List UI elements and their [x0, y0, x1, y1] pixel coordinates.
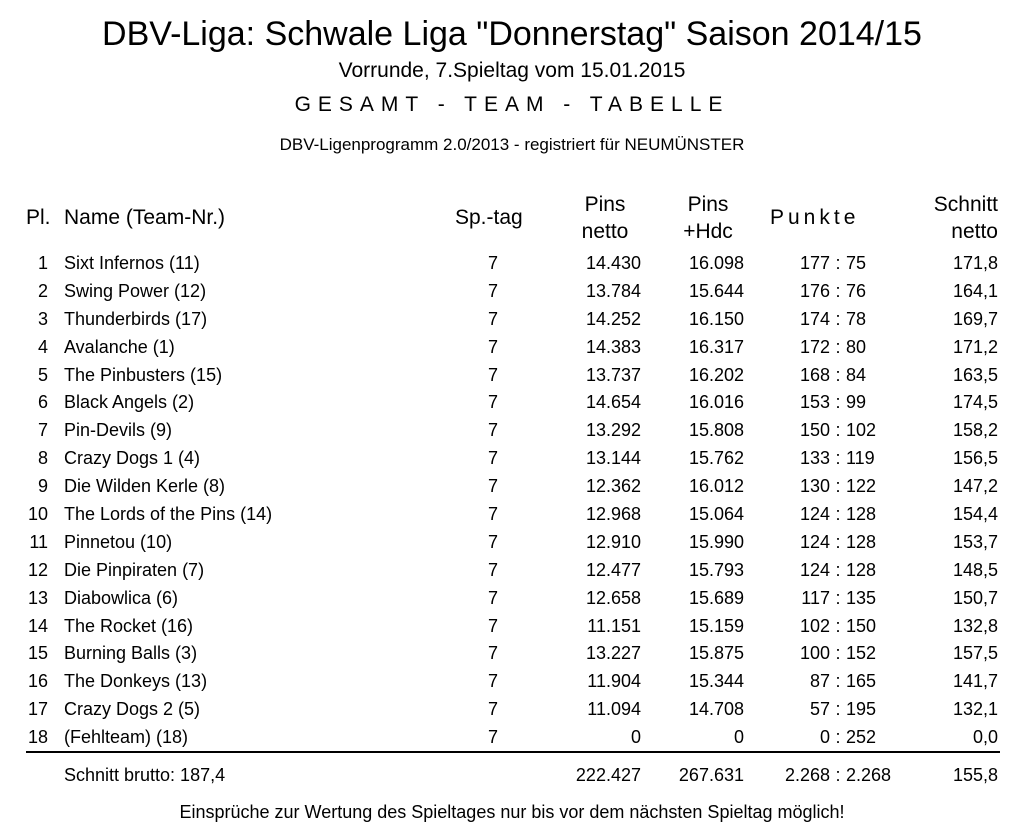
table-row: [0, 613, 1024, 641]
table-row: [0, 585, 1024, 613]
table-row: [0, 557, 1024, 585]
column-header-pins-netto-line2: netto: [581, 220, 629, 243]
row-pins-netto: 14.654: [585, 392, 641, 413]
page-subtitle: Vorrunde, 7.Spieltag vom 15.01.2015: [338, 59, 686, 82]
row-pins-hdc: 15.990: [688, 531, 744, 552]
row-team-name: Diabowlica (6): [64, 587, 179, 608]
row-pins-hdc: 15.689: [688, 587, 744, 608]
column-header-schnitt-line2: netto: [951, 220, 998, 243]
footer-punkte-minus: 2.268: [846, 765, 892, 785]
footer-pins-netto: 222.427: [575, 765, 641, 785]
footer-note: Einsprüche zur Wertung des Spieltages nur bis vor dem nächsten Spieltag möglich!: [179, 802, 845, 822]
row-punkte-minus: 135: [846, 587, 877, 608]
row-schnitt-netto: 169,7: [952, 308, 998, 329]
row-punkte-minus: 128: [846, 559, 877, 580]
row-punkte-separator: :: [835, 559, 841, 580]
row-schnitt-netto: 0,0: [972, 727, 998, 748]
table-row: [0, 250, 1024, 278]
row-schnitt-netto: 154,4: [952, 504, 998, 525]
row-punkte-plus: 174: [799, 308, 830, 329]
table-row: [0, 640, 1024, 668]
row-schnitt-netto: 171,2: [952, 336, 998, 357]
row-punkte-plus: 100: [799, 643, 830, 664]
table-row: [0, 278, 1024, 306]
row-schnitt-netto: 141,7: [952, 671, 998, 692]
row-pins-netto: 14.383: [585, 336, 641, 357]
row-place: 15: [27, 643, 48, 664]
row-punkte-plus: 57: [809, 699, 830, 720]
row-place: 10: [27, 504, 48, 525]
row-punkte-separator: :: [835, 587, 841, 608]
row-schnitt-netto: 132,1: [952, 699, 998, 720]
row-punkte-separator: :: [835, 364, 841, 385]
row-place: 4: [37, 336, 48, 357]
row-place: 16: [27, 671, 48, 692]
row-punkte-minus: 75: [846, 253, 867, 273]
row-punkte-minus: 102: [846, 420, 877, 441]
row-punkte-plus: 117: [801, 587, 830, 608]
row-schnitt-netto: 171,8: [952, 253, 998, 273]
footer-schnitt-netto: 155,8: [952, 765, 998, 785]
row-pins-netto: 12.968: [585, 504, 641, 525]
row-team-name: Pin-Devils (9): [64, 420, 173, 441]
row-pins-netto: 13.737: [585, 364, 641, 385]
row-punkte-separator: :: [835, 671, 841, 692]
row-spieltage: 7: [487, 615, 498, 636]
row-punkte-separator: :: [835, 531, 841, 552]
standings-table: [0, 250, 1024, 752]
row-punkte-minus: 80: [846, 336, 867, 357]
page-title: DBV-Liga: Schwale Liga "Donnerstag" Saison 2014/15: [102, 15, 922, 53]
row-pins-netto: 14.430: [585, 253, 641, 273]
column-header-name: Name (Team-Nr.): [64, 206, 226, 229]
row-punkte-separator: :: [835, 727, 841, 748]
row-schnitt-netto: 164,1: [952, 280, 998, 301]
row-place: 5: [37, 364, 48, 385]
row-punkte-plus: 177: [799, 253, 830, 273]
row-pins-netto: 12.477: [585, 559, 641, 580]
row-schnitt-netto: 156,5: [952, 448, 998, 469]
row-place: 14: [27, 615, 48, 636]
row-place: 12: [27, 559, 48, 580]
row-punkte-plus: 153: [799, 392, 830, 413]
row-schnitt-netto: 147,2: [952, 476, 998, 497]
row-pins-hdc: 0: [733, 727, 744, 748]
row-spieltage: 7: [487, 280, 498, 301]
column-header-pl: Pl.: [26, 206, 51, 229]
row-pins-netto: 12.910: [585, 531, 641, 552]
row-pins-hdc: 16.016: [688, 392, 744, 413]
column-header-pins-hdc: [668, 191, 748, 245]
footer-punkte-plus: 2.268: [784, 765, 830, 785]
row-punkte-minus: 252: [846, 727, 877, 748]
table-heading: GESAMT - TEAM - TABELLE: [294, 93, 730, 116]
row-spieltage: 7: [487, 476, 498, 497]
row-spieltage: 7: [487, 336, 498, 357]
row-pins-hdc: 14.708: [688, 699, 744, 720]
table-row: [0, 529, 1024, 557]
row-pins-hdc: 15.644: [688, 280, 744, 301]
table-row: [0, 473, 1024, 501]
row-pins-hdc: 16.150: [688, 308, 744, 329]
footer-schnitt-brutto: Schnitt brutto: 187,4: [64, 765, 226, 785]
row-spieltage: 7: [487, 364, 498, 385]
row-pins-netto: 11.904: [587, 671, 641, 692]
row-punkte-separator: :: [835, 615, 841, 636]
row-team-name: Swing Power (12): [64, 280, 207, 301]
row-spieltage: 7: [487, 392, 498, 413]
row-pins-netto: 12.658: [585, 587, 641, 608]
row-schnitt-netto: 148,5: [952, 559, 998, 580]
row-punkte-plus: 130: [799, 476, 830, 497]
row-pins-hdc: 15.344: [688, 671, 744, 692]
row-pins-netto: 14.252: [585, 308, 641, 329]
row-spieltage: 7: [487, 531, 498, 552]
row-place: 8: [37, 448, 48, 469]
row-place: 9: [37, 476, 48, 497]
row-team-name: The Lords of the Pins (14): [64, 504, 273, 525]
row-schnitt-netto: 157,5: [952, 643, 998, 664]
table-row: [0, 668, 1024, 696]
row-punkte-minus: 119: [846, 448, 875, 469]
column-header-pins-hdc-line1: Pins: [687, 193, 729, 216]
row-team-name: The Pinbusters (15): [64, 364, 223, 385]
row-punkte-plus: 172: [799, 336, 830, 357]
row-pins-hdc: 15.808: [688, 420, 744, 441]
row-punkte-plus: 168: [799, 364, 830, 385]
row-punkte-minus: 195: [846, 699, 877, 720]
row-pins-hdc: 15.875: [688, 643, 744, 664]
row-schnitt-netto: 153,7: [952, 531, 998, 552]
row-place: 13: [27, 587, 48, 608]
row-spieltage: 7: [487, 671, 498, 692]
row-place: 18: [27, 727, 48, 748]
row-place: 11: [29, 531, 48, 552]
row-pins-netto: 11.151: [587, 615, 641, 636]
row-punkte-minus: 152: [846, 643, 877, 664]
row-schnitt-netto: 163,5: [952, 364, 998, 385]
column-header-pins-netto: [565, 191, 645, 245]
row-pins-hdc: 16.202: [688, 364, 744, 385]
row-pins-hdc: 15.793: [688, 559, 744, 580]
row-place: 7: [37, 420, 48, 441]
row-punkte-separator: :: [835, 699, 841, 720]
row-pins-hdc: 16.012: [688, 476, 744, 497]
row-schnitt-netto: 174,5: [952, 392, 998, 413]
column-header-sptag: Sp.-tag: [455, 206, 523, 229]
row-place: 1: [37, 253, 48, 273]
row-spieltage: 7: [487, 559, 498, 580]
row-pins-netto: 13.784: [585, 280, 641, 301]
row-punkte-separator: :: [835, 504, 841, 525]
row-punkte-separator: :: [835, 253, 841, 273]
row-pins-hdc: 15.762: [688, 448, 744, 469]
row-punkte-separator: :: [835, 643, 841, 664]
row-punkte-minus: 128: [846, 504, 877, 525]
row-punkte-plus: 102: [799, 615, 830, 636]
row-team-name: (Fehlteam) (18): [64, 727, 189, 748]
table-row: [0, 445, 1024, 473]
row-spieltage: 7: [487, 699, 498, 720]
row-punkte-separator: :: [835, 280, 841, 301]
row-punkte-separator: :: [835, 308, 841, 329]
row-punkte-plus: 176: [799, 280, 830, 301]
row-place: 2: [37, 280, 48, 301]
row-pins-hdc: 15.064: [688, 504, 744, 525]
row-team-name: Sixt Infernos (11): [64, 253, 200, 273]
row-spieltage: 7: [487, 448, 498, 469]
row-pins-netto: 0: [630, 727, 641, 748]
row-team-name: Burning Balls (3): [64, 643, 198, 664]
row-team-name: Die Pinpiraten (7): [64, 559, 205, 580]
row-punkte-plus: 0: [819, 727, 830, 748]
row-punkte-separator: :: [835, 476, 841, 497]
row-team-name: Crazy Dogs 1 (4): [64, 448, 201, 469]
footer-punkte-separator: :: [835, 765, 841, 785]
row-spieltage: 7: [487, 643, 498, 664]
table-row: [0, 501, 1024, 529]
row-team-name: The Rocket (16): [64, 615, 194, 636]
table-row: [0, 362, 1024, 390]
row-punkte-separator: :: [835, 336, 841, 357]
row-punkte-plus: 133: [799, 448, 830, 469]
row-punkte-plus: 124: [799, 504, 830, 525]
row-schnitt-netto: 150,7: [952, 587, 998, 608]
row-pins-netto: 12.362: [585, 476, 641, 497]
row-team-name: Thunderbirds (17): [64, 308, 208, 329]
row-punkte-minus: 76: [846, 280, 867, 301]
row-punkte-separator: :: [835, 420, 841, 441]
row-team-name: Die Wilden Kerle (8): [64, 476, 226, 497]
row-schnitt-netto: 132,8: [952, 615, 998, 636]
column-header-schnitt-line1: Schnitt: [933, 193, 998, 216]
table-row: [0, 306, 1024, 334]
row-punkte-minus: 78: [846, 308, 867, 329]
row-punkte-minus: 122: [846, 476, 877, 497]
row-spieltage: 7: [487, 308, 498, 329]
table-row: [0, 417, 1024, 445]
column-header-pins-hdc-line2: +Hdc: [683, 220, 733, 243]
row-punkte-plus: 124: [799, 531, 830, 552]
table-row: [0, 724, 1024, 752]
row-pins-netto: 13.227: [585, 643, 641, 664]
column-header-pins-netto-line1: Pins: [584, 193, 626, 216]
row-pins-hdc: 16.098: [688, 253, 744, 273]
row-pins-hdc: 15.159: [688, 615, 744, 636]
row-spieltage: 7: [487, 727, 498, 748]
row-schnitt-netto: 158,2: [952, 420, 998, 441]
row-place: 17: [27, 699, 48, 720]
row-pins-netto: 13.292: [585, 420, 641, 441]
table-row: [0, 389, 1024, 417]
row-spieltage: 7: [487, 420, 498, 441]
row-pins-netto: 13.144: [585, 448, 641, 469]
row-punkte-plus: 124: [799, 559, 830, 580]
row-pins-netto: 11.094: [587, 699, 641, 720]
row-pins-hdc: 16.317: [688, 336, 744, 357]
row-punkte-separator: :: [835, 392, 841, 413]
column-header-schnitt: [900, 191, 998, 245]
column-header-punkte: Punkte: [770, 206, 860, 229]
row-punkte-separator: :: [835, 448, 841, 469]
program-info: DBV-Ligenprogramm 2.0/2013 - registriert für NEUMÜNSTER: [279, 135, 745, 154]
row-punkte-plus: 87: [809, 671, 830, 692]
row-spieltage: 7: [487, 504, 498, 525]
row-punkte-plus: 150: [799, 420, 830, 441]
row-punkte-minus: 128: [846, 531, 877, 552]
footer-pins-hdc: 267.631: [678, 765, 744, 785]
table-row: [0, 696, 1024, 724]
row-spieltage: 7: [487, 587, 498, 608]
row-place: 6: [37, 392, 48, 413]
table-divider: [26, 751, 1000, 753]
row-punkte-minus: 150: [846, 615, 877, 636]
row-team-name: Avalanche (1): [64, 336, 175, 357]
row-team-name: The Donkeys (13): [64, 671, 208, 692]
row-team-name: Pinnetou (10): [64, 531, 173, 552]
row-punkte-minus: 165: [846, 671, 877, 692]
row-spieltage: 7: [487, 253, 498, 273]
row-punkte-minus: 99: [846, 392, 867, 413]
row-place: 3: [37, 308, 48, 329]
row-team-name: Black Angels (2): [64, 392, 195, 413]
row-team-name: Crazy Dogs 2 (5): [64, 699, 201, 720]
row-punkte-minus: 84: [846, 364, 867, 385]
table-row: [0, 334, 1024, 362]
